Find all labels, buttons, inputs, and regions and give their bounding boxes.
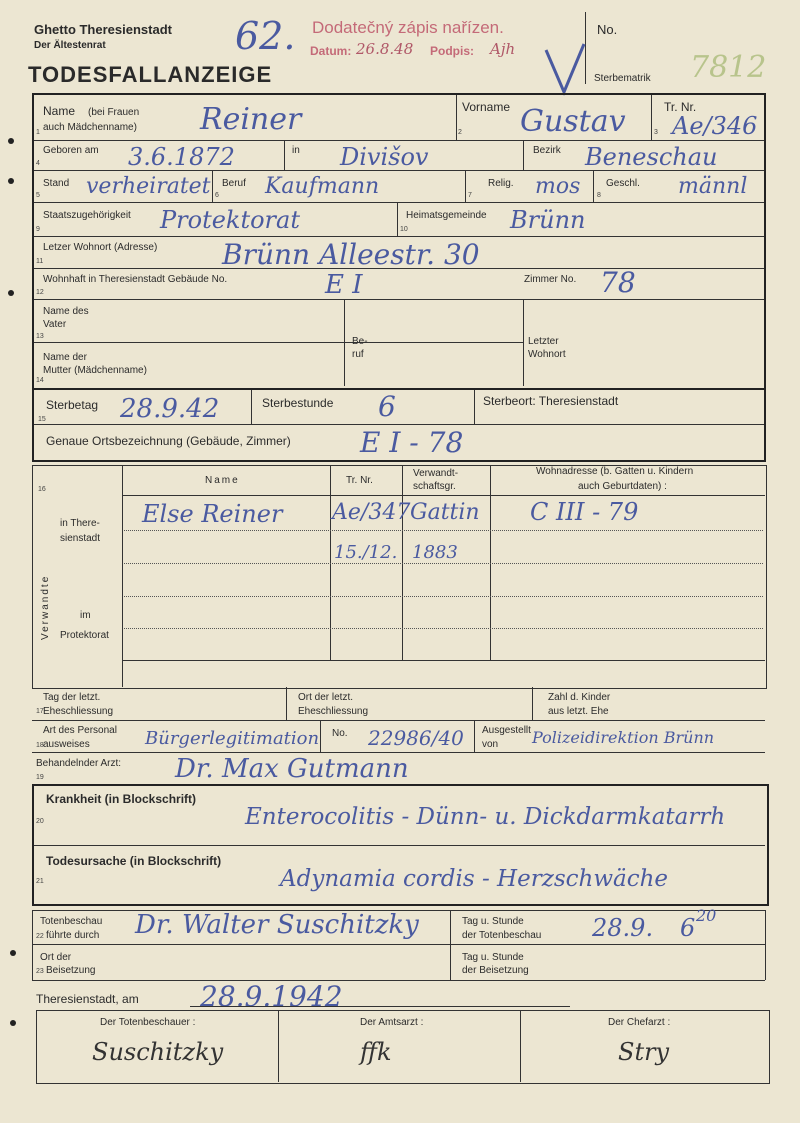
- sterbestunde-label: Sterbestunde: [262, 396, 334, 410]
- relig-label: Relig.: [488, 178, 514, 189]
- ursache-label: Todesursache (in Blockschrift): [46, 854, 222, 868]
- stamp-text: Dodatečný zápis nařízen.: [312, 18, 504, 37]
- krankheit-label: Krankheit (in Blockschrift): [46, 792, 197, 806]
- ausgestellt-label: Ausgestellt: [482, 725, 531, 736]
- name-hint-2: auch Mädchenname): [43, 122, 137, 133]
- parent-wohnort-label-2: Wohnort: [528, 349, 566, 360]
- parent-beruf-label: Be-: [352, 336, 368, 347]
- marriage-date-label: Tag der letzt.: [43, 692, 101, 703]
- punch-hole: [10, 1020, 16, 1026]
- geschl-label: Geschl.: [606, 178, 640, 189]
- place-date-label: Theresienstadt, am: [36, 992, 139, 1006]
- chefarzt-signature: Stry: [618, 1038, 670, 1066]
- no-label: No.: [597, 22, 618, 37]
- trnr-label: Tr. Nr.: [664, 100, 697, 114]
- stamp-signature-value: Ajh: [490, 40, 516, 58]
- punch-hole: [8, 290, 14, 296]
- zimmer-value: 78: [600, 266, 636, 299]
- relatives-name-header: Name: [205, 475, 240, 486]
- geschl-value: männl: [678, 174, 748, 199]
- sterbetag-label: Sterbetag: [46, 398, 99, 412]
- relatives-section: [32, 465, 767, 689]
- relatives-wohn-header: Wohnadresse (b. Gatten u. Kindern: [536, 466, 694, 477]
- heimat-label: Heimatsgemeinde: [406, 210, 487, 221]
- vorname-value: Gustav: [520, 104, 626, 139]
- bezirk-value: Beneschau: [585, 143, 718, 171]
- punch-hole: [10, 950, 16, 956]
- relative-verwandt: Gattin: [410, 500, 480, 525]
- marriage-date-label-2: Eheschliessung: [43, 706, 114, 717]
- totenbeschauer-signature: Suschitzky: [92, 1038, 224, 1066]
- vater-label-2: Vater: [43, 319, 67, 330]
- chefarzt-label: Der Chefarzt :: [608, 1017, 671, 1028]
- ausgestellt-label-2: von: [482, 739, 499, 750]
- in-theresienstadt-label-2: sienstadt: [60, 533, 101, 544]
- ortsbez-label: Genaue Ortsbezeichnung (Gebäude, Zimmer): [46, 434, 291, 448]
- checkmark-icon: [540, 40, 590, 100]
- relatives-trnr-header: Tr. Nr.: [346, 475, 373, 486]
- krankheit-value: Enterocolitis - Dünn- u. Dickdarmkatarrh: [245, 804, 726, 830]
- sterbestunde-value: 6: [378, 390, 396, 423]
- relative-birth-year: 1883: [412, 542, 458, 563]
- parent-wohnort-label: Letzter: [528, 336, 559, 347]
- totenbeschau-label-2: führte durch: [46, 930, 100, 941]
- relatives-wohn-header-2: auch Geburtdaten) :: [578, 481, 667, 492]
- beisetzung-ort-label-2: Beisetzung: [46, 965, 96, 976]
- beruf-value: Kaufmann: [265, 174, 380, 199]
- bezirk-label: Bezirk: [533, 145, 561, 156]
- ortsbez-value: E I - 78: [360, 426, 464, 459]
- relatives-verwandt-header: Verwandt-: [413, 468, 459, 479]
- wohnort-label: Letzer Wohnort (Adresse): [43, 242, 158, 253]
- geboren-label: Geboren am: [43, 145, 99, 156]
- vorname-label: Vorname: [462, 100, 511, 114]
- ausweis-label-2: ausweises: [43, 739, 90, 750]
- punch-hole: [8, 138, 14, 144]
- relig-value: mos: [535, 174, 581, 199]
- handwritten-number: 62.: [235, 14, 296, 58]
- org-name: Ghetto Theresienstadt: [34, 22, 172, 37]
- sterbeort-label: Sterbeort: Theresienstadt: [483, 394, 619, 408]
- totenbeschau-time-label: Tag u. Stunde: [462, 916, 524, 927]
- marriage-place-label-2: Eheschliessung: [298, 706, 369, 717]
- im-protektorat-label: im: [80, 610, 91, 621]
- arzt-label: Behandelnder Arzt:: [36, 758, 122, 769]
- mutter-label-2: Mutter (Mädchenname): [43, 365, 147, 376]
- name-hint: (bei Frauen: [88, 107, 140, 118]
- geboren-value: 3.6.1872: [128, 143, 235, 171]
- in-value: Divišov: [340, 143, 429, 171]
- children-count-label: Zahl d. Kinder: [548, 692, 611, 703]
- beruf-label: Beruf: [222, 178, 246, 189]
- relative-birth-date: 15./12.: [334, 542, 398, 563]
- relative-wohnadresse: C III - 79: [530, 498, 639, 526]
- form-title: TODESFALLANZEIGE: [28, 62, 273, 87]
- totenbeschau-value: Dr. Walter Suschitzky: [135, 910, 419, 940]
- staat-value: Protektorat: [160, 206, 300, 234]
- arzt-value: Dr. Max Gutmann: [175, 754, 409, 784]
- zimmer-label: Zimmer No.: [524, 274, 577, 285]
- stamp-date-label: Datum:: [310, 44, 352, 58]
- ausweis-label: Art des Personal: [43, 725, 117, 736]
- amtsarzt-label: Der Amtsarzt :: [360, 1017, 424, 1028]
- stamp-date-value: 26.8.48: [356, 40, 414, 58]
- matrik-label: Sterbematrik: [594, 73, 651, 84]
- org-subname: Der Ältestenrat: [34, 40, 106, 51]
- handwritten-matrik-number: 7812: [690, 50, 767, 85]
- beisetzung-tag-label-2: der Beisetzung: [462, 965, 529, 976]
- totenbeschau-label: Totenbeschau: [40, 916, 103, 927]
- ausgestellt-value: Polizeidirektion Brünn: [532, 728, 715, 747]
- parent-beruf-label-2: ruf: [352, 349, 364, 360]
- relative-name: Else Reiner: [142, 500, 283, 528]
- staat-label: Staatszugehörigkeit: [43, 210, 131, 221]
- ursache-value: Adynamia cordis - Herzschwäche: [280, 866, 669, 892]
- punch-hole: [8, 178, 14, 184]
- wohnhaft-value: E I: [325, 270, 363, 300]
- marriage-place-label: Ort der letzt.: [298, 692, 354, 703]
- totenbeschau-hour-value: 6: [680, 914, 696, 942]
- beisetzung-tag-label: Tag u. Stunde: [462, 952, 524, 963]
- stamp-signature-label: Podpis:: [430, 44, 474, 58]
- stand-value: verheiratet: [86, 174, 211, 199]
- amtsarzt-signature: ffk: [360, 1038, 392, 1066]
- im-protektorat-label-2: Protektorat: [60, 630, 109, 641]
- in-theresienstadt-label: in There-: [60, 518, 100, 529]
- trnr-value: Ae/346: [672, 112, 758, 140]
- stand-label: Stand: [43, 178, 70, 189]
- wohnhaft-label: Wohnhaft in Theresienstadt Gebäude No.: [43, 274, 228, 285]
- place-date-value: 28.9.1942: [200, 980, 343, 1013]
- vater-label: Name des: [43, 306, 89, 317]
- ausweis-value: Bürgerlegitimation: [145, 728, 320, 749]
- totenbeschau-minute-value: 20: [696, 906, 717, 925]
- name-label: Name: [43, 104, 76, 118]
- wohnort-value: Brünn Alleestr. 30: [222, 238, 480, 271]
- in-label: in: [292, 145, 300, 156]
- relatives-verwandt-header-2: schaftsgr.: [413, 481, 456, 492]
- children-count-label-2: aus letzt. Ehe: [548, 706, 609, 717]
- totenbeschauer-label: Der Totenbeschauer :: [100, 1017, 196, 1028]
- ausweis-no-label: No.: [332, 728, 348, 739]
- totenbeschau-date-value: 28.9.: [592, 914, 654, 942]
- mutter-label: Name der: [43, 352, 87, 363]
- ausweis-no-value: 22986/40: [368, 726, 464, 750]
- sterbetag-value: 28.9.42: [120, 394, 220, 424]
- relatives-side-label: Verwandte: [40, 574, 51, 640]
- relative-trnr: Ae/347: [332, 500, 411, 525]
- beisetzung-ort-label: Ort der: [40, 952, 72, 963]
- totenbeschau-time-label-2: der Totenbeschau: [462, 930, 542, 941]
- name-value: Reiner: [200, 102, 302, 137]
- heimat-value: Brünn: [510, 206, 586, 234]
